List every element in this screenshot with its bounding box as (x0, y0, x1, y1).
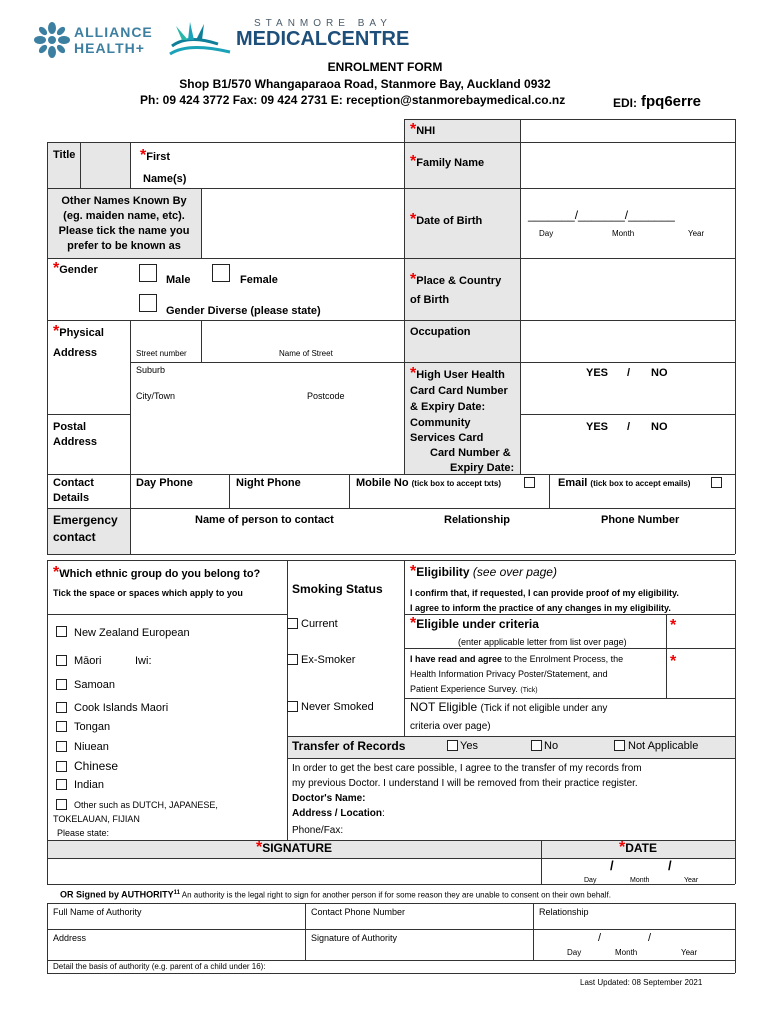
day-phone-label: Day Phone (136, 477, 193, 489)
male-label: Male (166, 274, 191, 286)
occupation-label: Occupation (410, 326, 471, 338)
family-name-field[interactable] (524, 158, 730, 174)
last-updated: Last Updated: 08 September 2021 (580, 978, 703, 987)
title-field[interactable] (84, 160, 126, 176)
postcode-caption: Postcode (307, 391, 345, 401)
read-agree-line3: Patient Experience Survey. (Tick) (410, 684, 538, 694)
read-agree-line1: I have read and agree to the Enrolment Process, the (410, 654, 624, 664)
street-number-caption: Street number (136, 349, 187, 358)
transfer-yes-label: Yes (460, 740, 478, 752)
title-label: Title (53, 149, 76, 161)
contact-details-label: Contact Details (53, 477, 94, 504)
ethnic-question: *Which ethnic group do you belong to? (53, 564, 261, 581)
nhi-field[interactable] (524, 123, 730, 139)
transfer-text-1: In order to get the best care possible, I agree to the transfer of my records from (292, 763, 642, 774)
gender-diverse-label: Gender Diverse (please state) (166, 305, 321, 317)
authority-address-label: Address (53, 933, 87, 943)
city-caption: City/Town (136, 391, 176, 401)
emergency-relationship-label: Relationship (444, 514, 511, 526)
eligibility-title: *Eligibility (see over page) (410, 563, 557, 580)
transfer-no-checkbox[interactable] (531, 740, 542, 751)
gender-label: *Gender (53, 260, 98, 277)
ethnic-please-state: Please state: (57, 828, 110, 838)
place-of-birth-label-2: of Birth (410, 294, 450, 306)
iwi-label: Iwi: (135, 655, 152, 667)
dob-year-caption: Year (688, 229, 705, 238)
practice-address: Shop B1/570 Whangaparaoa Road, Stanmore Bay, Auckland 0932 (179, 77, 551, 91)
eligible-criteria-note: (enter applicable letter from list over page) (458, 637, 627, 647)
authority-year-caption: Year (681, 948, 698, 957)
not-eligible-label: NOT Eligible (Tick if not eligible under any (410, 700, 608, 714)
male-checkbox[interactable] (139, 264, 157, 282)
read-agree-tick-field[interactable] (682, 660, 732, 682)
ethnic-checkbox-nz-european[interactable] (56, 626, 67, 637)
read-agree-line2: Health Information Privacy Poster/Statement, and (410, 669, 608, 679)
postal-address-field[interactable] (134, 436, 400, 452)
authority-month-caption: Month (615, 948, 638, 957)
ethnic-samoan: Samoan (74, 679, 115, 691)
nhi-label: *NHI (410, 121, 436, 138)
emergency-contact-label: Emergency contact (53, 513, 118, 544)
high-user-card-label: *High User Health Card Card Number & Expiry Date: (410, 365, 508, 413)
email-label: Email (tick box to accept emails) (558, 477, 691, 489)
doctor-name-label: Doctor's Name: (292, 793, 366, 804)
community-card-label: Community Services Card Card Number & Expiry Date: (410, 417, 515, 474)
ethnic-tongan: Tongan (74, 721, 111, 733)
authority-day-caption: Day (567, 948, 582, 957)
first-name-label: *First (140, 147, 171, 164)
ethnic-indian: Indian (74, 779, 104, 791)
mobile-txt-checkbox[interactable] (524, 477, 535, 488)
authority-basis-label: Detail the basis of authority (e.g. parent of a child under 16): (53, 962, 266, 971)
ethnic-checkbox-maori[interactable] (56, 655, 67, 666)
ethnic-chinese: Chinese (74, 759, 119, 773)
edi-label: EDI: (613, 96, 637, 110)
ethnic-checkbox-chinese[interactable] (56, 761, 67, 772)
smoking-never-checkbox[interactable] (287, 701, 298, 712)
smoking-ex-label: Ex-Smoker (301, 654, 356, 666)
high-user-slash: / (627, 367, 631, 379)
alliance-name-line2: HEALTH+ (74, 40, 145, 56)
authority-date-slash-2: / (648, 932, 652, 944)
signature-field[interactable] (52, 862, 536, 880)
alliance-name-line1: ALLIANCE (74, 24, 153, 40)
alliance-emblem-icon (34, 22, 70, 58)
stanmore-bay-logo (166, 16, 450, 60)
authority-contact-phone-label: Contact Phone Number (311, 907, 406, 917)
first-name-label-2: Name(s) (143, 173, 187, 185)
signature-date-label: *DATE (618, 839, 657, 856)
dob-month-caption: Month (612, 229, 635, 238)
ethnic-tick-note: Tick the space or spaces which apply to you (53, 588, 243, 598)
authority-signature-label: Signature of Authority (311, 933, 398, 943)
transfer-yes-checkbox[interactable] (447, 740, 458, 751)
night-phone-label: Night Phone (236, 477, 301, 489)
physical-address-label: *Physical (53, 323, 104, 340)
street-number-field[interactable] (134, 328, 198, 344)
authority-date-slash-1: / (598, 932, 602, 944)
ethnic-cook-islands: Cook Islands Maori (74, 702, 169, 714)
smoking-status-title: Smoking Status (292, 582, 383, 596)
read-agree-required-mark: * (670, 653, 677, 670)
ethnic-checkbox-other[interactable] (56, 799, 67, 810)
date-day-caption: Day (584, 877, 597, 884)
community-card-no[interactable]: NO (651, 421, 668, 433)
ethnic-other-line2: TOKELAUAN, FIJIAN (53, 814, 140, 824)
email-checkbox[interactable] (711, 477, 722, 488)
alliance-health-logo (34, 22, 154, 58)
gender-diverse-checkbox[interactable] (139, 294, 157, 312)
eligibility-confirm-1: I confirm that, if requested, I can provide proof of my eligibility. (410, 588, 679, 598)
occupation-field[interactable] (524, 334, 730, 350)
authority-relationship-label: Relationship (539, 907, 589, 917)
ethnic-checkbox-samoan[interactable] (56, 679, 67, 690)
high-user-yes[interactable]: YES (586, 367, 609, 379)
mobile-label: Mobile No (tick box to accept txts) (356, 477, 501, 489)
criteria-required-mark: * (670, 617, 677, 634)
doctor-phone-label: Phone/Fax: (292, 825, 344, 836)
dob-label: *Date of Birth (410, 211, 483, 228)
eligibility-confirm-2: I agree to inform the practice of any changes in my eligibility. (410, 603, 671, 613)
street-name-caption: Name of Street (279, 349, 333, 358)
doctor-address-label: Address / Location: (292, 808, 385, 819)
authority-heading: OR Signed by AUTHORITY$^{11}$ An authority is the legal right to sign for another person if for some reason they are unable to consent on their own behalf. (60, 889, 611, 900)
smoking-current-checkbox[interactable] (287, 618, 298, 629)
smoking-never-label: Never Smoked (301, 701, 374, 713)
community-card-yes[interactable]: YES (586, 421, 609, 433)
ethnic-checkbox-niuean[interactable] (56, 741, 67, 752)
authority-full-name-label: Full Name of Authority (53, 907, 142, 917)
transfer-title: Transfer of Records (292, 739, 406, 753)
ethnic-other-line1: Other such as DUTCH, JAPANESE, (74, 800, 218, 810)
practice-contact: Ph: 09 424 3772 Fax: 09 424 2731 E: reception@stanmorebaymedical.co.nz (140, 93, 566, 107)
date-month-caption: Month (630, 877, 650, 884)
ethnic-checkbox-indian[interactable] (56, 779, 67, 790)
date-slash-1: / (610, 858, 614, 873)
transfer-text-2: my previous Doctor. I understand I will be removed from their practice register. (292, 778, 638, 789)
family-name-label: *Family Name (410, 153, 485, 170)
dob-blank: _______/_______/_______ (528, 208, 675, 222)
place-of-birth-label: *Place & Country (410, 271, 502, 288)
other-names-field[interactable] (206, 216, 398, 232)
signature-label: *SIGNATURE (255, 839, 332, 856)
smoking-ex-checkbox[interactable] (287, 654, 298, 665)
physical-address-label-2: Address (53, 347, 98, 359)
street-name-field[interactable] (206, 328, 400, 344)
other-names-label: Other Names Known By (eg. maiden name, etc). Please tick the name you prefer to be known as (58, 195, 190, 252)
community-card-slash: / (627, 421, 631, 433)
edi-value: fpq6erre (641, 93, 702, 110)
dob-day-caption: Day (539, 229, 554, 238)
eligible-criteria-field[interactable] (682, 620, 732, 642)
not-eligible-line2: criteria over page) (410, 721, 491, 732)
first-name-field[interactable] (206, 160, 398, 176)
form-title: ENROLMENT FORM (327, 60, 443, 74)
place-of-birth-field[interactable] (524, 282, 730, 298)
ethnic-nz-european: New Zealand European (74, 627, 190, 639)
transfer-na-checkbox[interactable] (614, 740, 625, 751)
female-checkbox[interactable] (212, 264, 230, 282)
emergency-person-label: Name of person to contact (195, 514, 334, 526)
female-label: Female (240, 274, 278, 286)
ethnic-maori: Māori (74, 655, 102, 667)
emergency-phone-label: Phone Number (601, 514, 680, 526)
ethnic-checkbox-cook-islands[interactable] (56, 702, 67, 713)
ethnic-niuean: Niuean (74, 741, 109, 753)
stanmore-name-line2: MEDICALCENTRE (236, 28, 410, 50)
date-year-caption: Year (684, 877, 699, 884)
transfer-no-label: No (544, 740, 559, 752)
postal-address-label: Postal Address (53, 421, 98, 448)
high-user-no[interactable]: NO (651, 367, 668, 379)
stanmore-name-line1: STANMORE BAY (254, 18, 392, 29)
smoking-current-label: Current (301, 618, 338, 630)
date-slash-2: / (668, 858, 672, 873)
ethnic-checkbox-tongan[interactable] (56, 721, 67, 732)
transfer-na-label: Not Applicable (628, 740, 699, 752)
suburb-caption: Suburb (136, 365, 166, 375)
eligible-criteria-label: *Eligible under criteria (410, 615, 539, 632)
stanmore-wave-icon (168, 18, 232, 60)
